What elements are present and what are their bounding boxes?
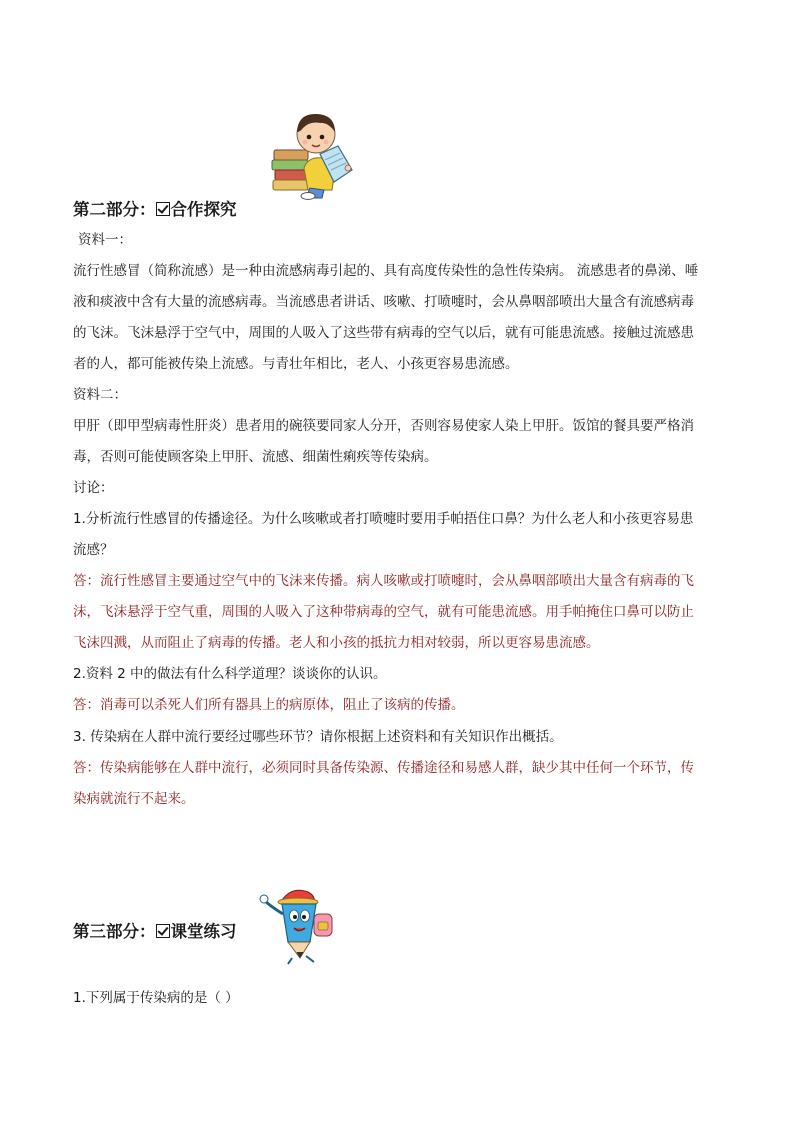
- question-3: 3. 传染病在人群中流行要经过哪些环节？请你根据上述资料和有关知识作出概括。: [73, 729, 563, 745]
- answer-1-line-1: 答：流行性感冒主要通过空气中的飞沫来传播。病人咳嗽或打喷嚏时，会从鼻咽部喷出大量含有病毒的飞: [73, 573, 694, 589]
- question-1-line-2: 流感？: [73, 542, 114, 558]
- answer-1-line-3: 飞沫四溅，从而阻止了病毒的传播。老人和小孩的抵抗力相对较弱，所以更容易患流感。: [73, 635, 600, 651]
- answer-1-line-2: 沫，飞沫悬浮于空气重，周围的人吸入了这种带病毒的空气，就有可能患流感。用手帕掩住口鼻可以防止: [73, 604, 694, 620]
- question-2: 2.资料 2 中的做法有什么科学道理？谈谈你的认识。: [73, 666, 387, 682]
- material2-label: 资料二：: [73, 387, 127, 403]
- material1-line-3: 的飞沫。飞沫悬浮于空气中，周围的人吸入了这些带有病毒的空气以后，就有可能患流感。接触过流感患: [73, 325, 694, 341]
- section-heading-label: 第三部分：: [73, 922, 156, 941]
- section-heading-title: 课堂练习: [170, 922, 237, 941]
- answer-2: 答：消毒可以杀死人们所有器具上的病原体，阻止了该病的传播。: [73, 697, 465, 713]
- material1-line-1: 流行性感冒（简称流感）是一种由流感病毒引起的、具有高度传染性的急性传染病。 流感患者的鼻涕、唾: [73, 263, 699, 279]
- exercise-question-1: 1.下列属于传染病的是（ ）: [73, 990, 239, 1006]
- material1-label: 资料一：: [78, 232, 132, 248]
- answer-3-line-1: 答：传染病能够在人群中流行，必须同时具备传染源、传播途径和易感人群，缺少其中任何一个环节，传: [73, 760, 694, 776]
- material2-line-1: 甲肝（即甲型病毒性肝炎）患者用的碗筷要同家人分开，否则容易使家人染上甲肝。饭馆的餐具要严格消: [73, 418, 694, 434]
- discussion-label: 讨论：: [73, 480, 114, 496]
- material1-line-4: 者的人，都可能被传染上流感。与青壮年相比，老人、小孩更容易患流感。: [73, 356, 519, 372]
- section-heading-part3: [73, 918, 237, 942]
- material1-line-2: 液和痰液中含有大量的流感病毒。当流感患者讲话、咳嗽、打喷嚏时，会从鼻咽部喷出大量含有流感病毒: [73, 294, 694, 310]
- checkbox-icon: [156, 202, 170, 216]
- section-heading-label: 第二部分：: [73, 200, 156, 219]
- pencil-mascot-illustration: [258, 884, 342, 968]
- question-1-line-1: 1.分析流行性感冒的传播途径。为什么咳嗽或者打喷嚏时要用手帕捂住口鼻？为什么老人和小孩更容易患: [73, 511, 694, 527]
- section-heading-part2: [73, 196, 237, 220]
- checkbox-icon: [156, 924, 170, 938]
- section-heading-title: 合作探究: [170, 200, 237, 219]
- answer-3-line-2: 染病就流行不起来。: [73, 791, 195, 807]
- material2-line-2: 毒，否则可能使顾客染上甲肝、流感、细菌性痢疾等传染病。: [73, 449, 438, 465]
- reading-boy-illustration: [268, 108, 358, 200]
